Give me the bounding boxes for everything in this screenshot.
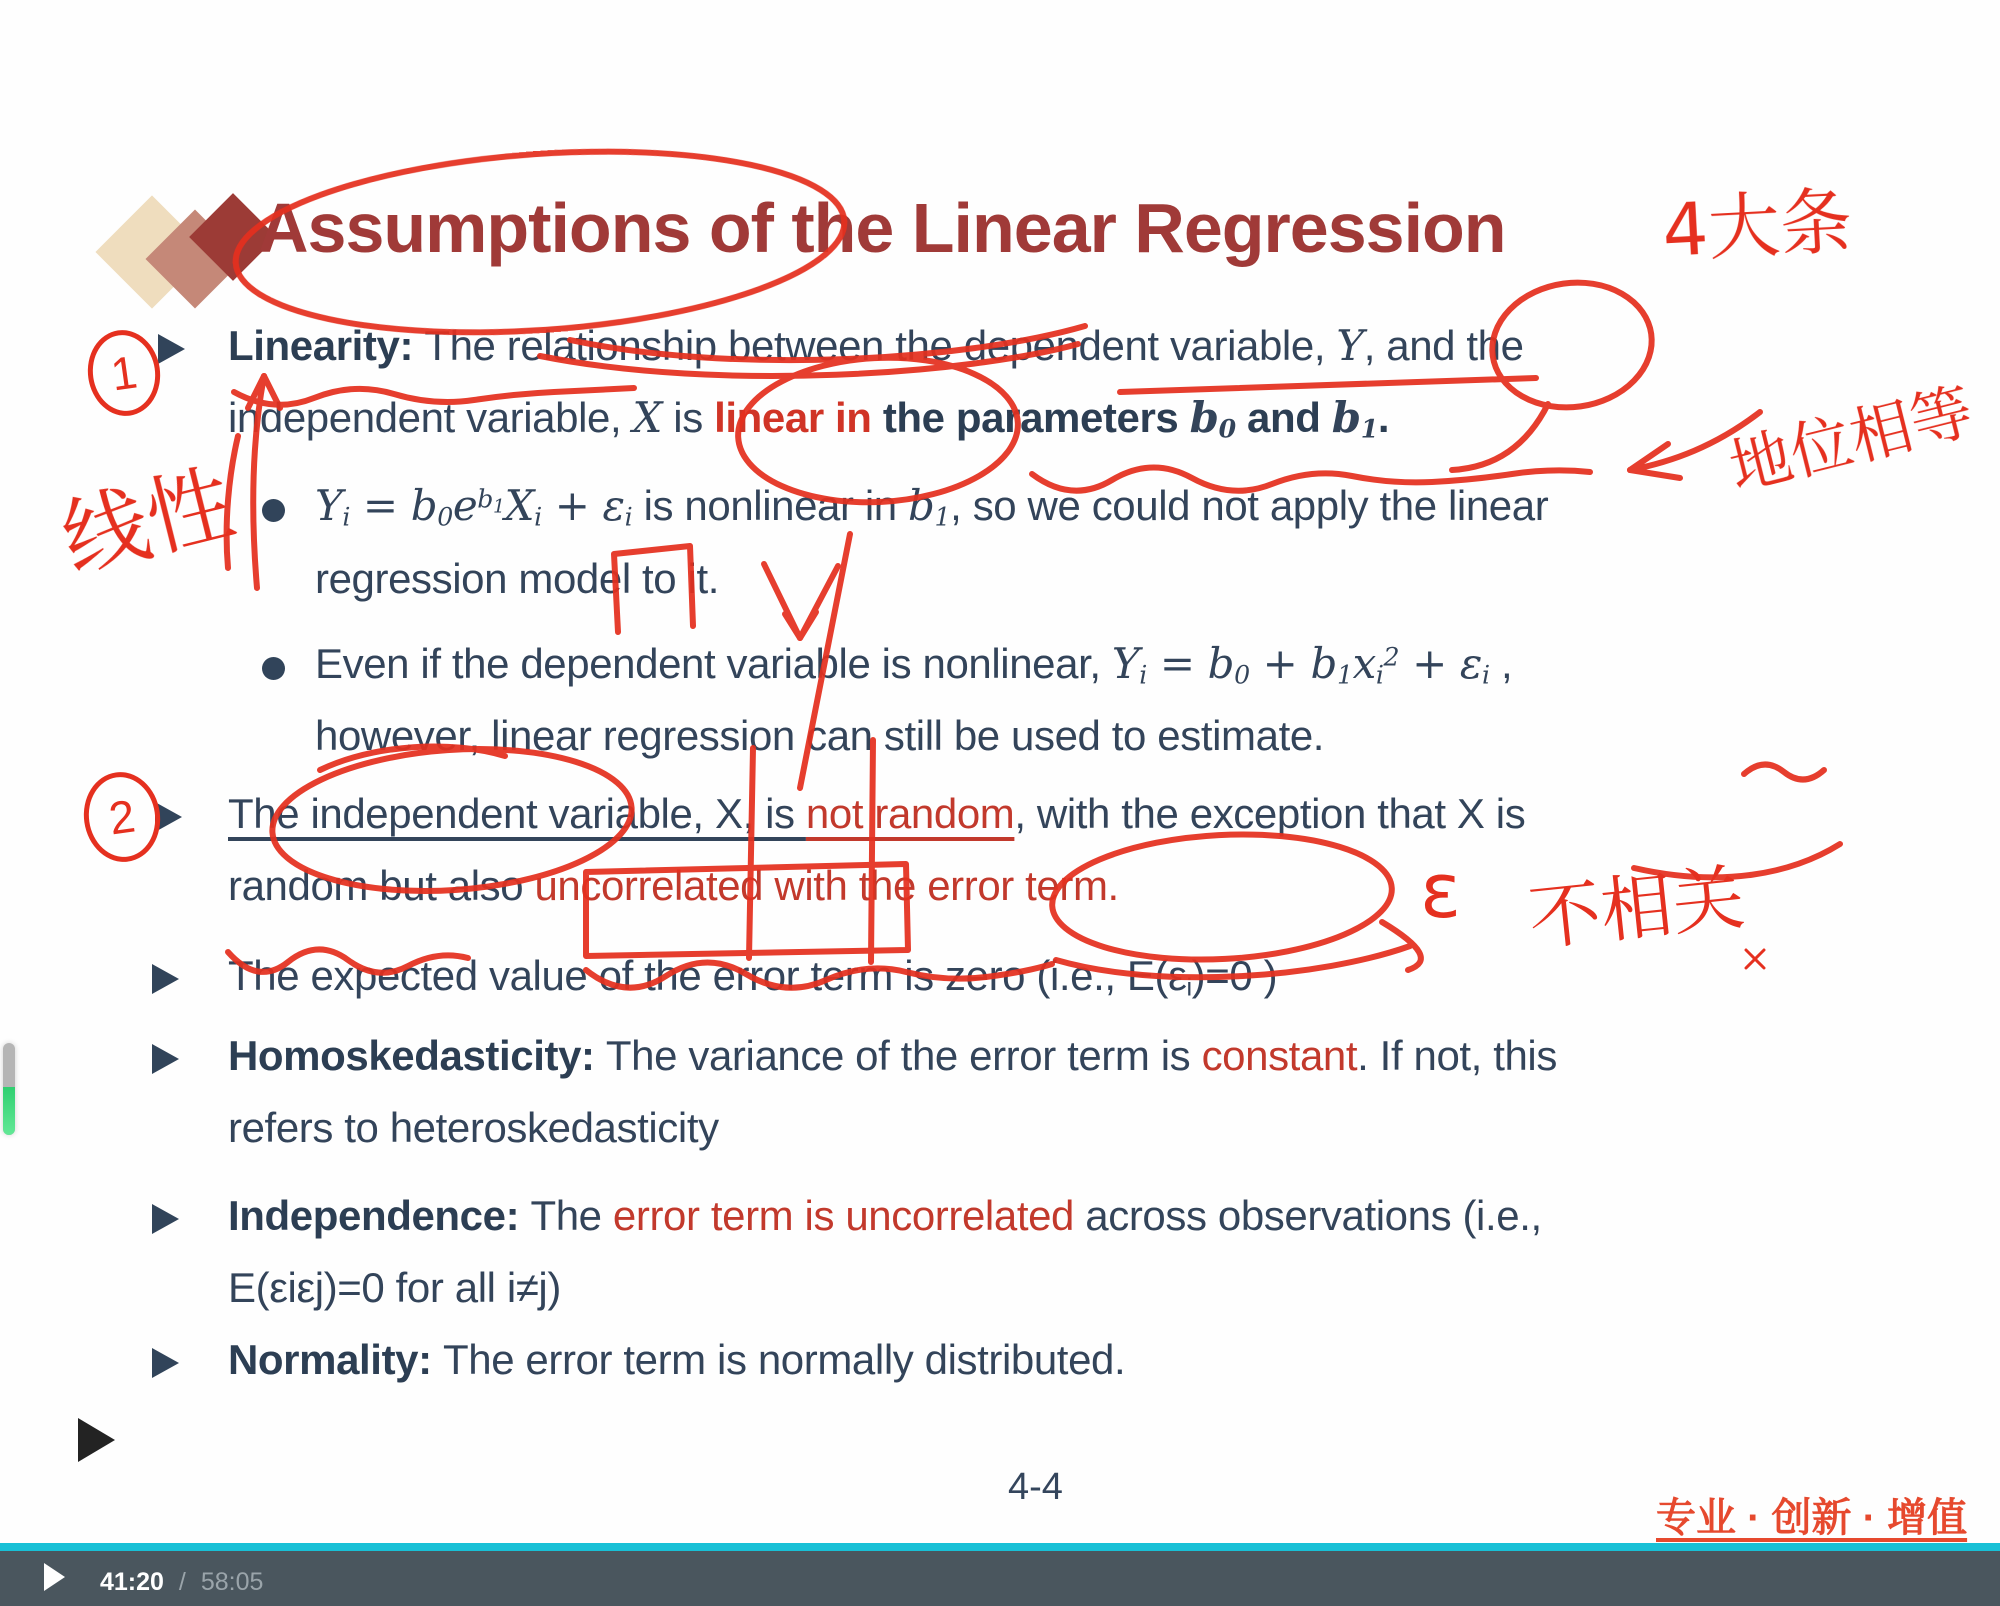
slide-play-triangle-icon xyxy=(78,1418,115,1462)
handwriting-four-items: 4大条 xyxy=(1660,179,1855,273)
time-display xyxy=(100,1568,263,1597)
independent-variable-line-1: The independent variable, X, is not random, with the exception that X is xyxy=(228,790,1526,837)
scroll-indicator[interactable] xyxy=(3,1043,15,1135)
handwritten-circled-number-2: 2 xyxy=(78,767,166,867)
handwriting-equal-status: 地位相等 xyxy=(1722,373,1981,505)
homoskedasticity-line-2: refers to heteroskedasticity xyxy=(228,1104,719,1151)
expected-value-line: The expected value of the error term is zero (i.e., $E(\varepsilon_i)=0$ ) xyxy=(228,952,1278,1002)
scroll-indicator-fill xyxy=(3,1087,15,1135)
arrow-bullet-icon xyxy=(152,1044,179,1074)
independence-line-1: Independence: The error term is uncorrelated across observations (i.e., xyxy=(228,1192,1542,1239)
time-separator: / xyxy=(178,1568,186,1596)
play-button-icon[interactable] xyxy=(44,1563,65,1591)
nonlinear-example-line-1: $Y_i = b_0e^b1X_i + \varepsilon_i$ is nonlinear in $b_1$, so we could not apply the linear xyxy=(315,481,1549,532)
even-if-line-1: Even if the dependent variable is nonlinear, $Y_i = b_0 + b_1x_i^2 + \varepsilon_i$ , xyxy=(315,639,1513,690)
brand-slogan: 专业 · 创新 · 增值 xyxy=(1656,1496,1968,1540)
slide-title: Assumptions of the Linear Regression xyxy=(258,189,1506,267)
dot-bullet-icon xyxy=(262,499,285,522)
arrow-bullet-icon xyxy=(158,334,185,364)
linearity-line-2: independent variable, X is linear in the parameters $b_0$ and $b_1$. xyxy=(228,393,1390,444)
video-player-bar[interactable] xyxy=(0,1543,2000,1606)
handwriting-linearity: 线性 xyxy=(52,452,244,592)
dot-bullet-icon xyxy=(262,657,285,680)
nonlinear-example-line-2: regression model to it. xyxy=(315,555,719,602)
linearity-line-1: Linearity: The relationship between the dependent variable, Y, and the xyxy=(228,321,1524,370)
arrow-bullet-icon xyxy=(152,1204,179,1234)
normality-line: Normality: The error term is normally distributed. xyxy=(228,1336,1126,1383)
handwriting-epsilon: ε xyxy=(1420,846,1462,935)
independent-variable-line-2: random but also uncorrelated with the error term. xyxy=(228,862,1119,909)
total-time: 58:05 xyxy=(200,1568,264,1596)
homoskedasticity-line-1: Homoskedasticity: The variance of the error term is constant. If not, this xyxy=(228,1032,1557,1079)
even-if-line-2: however, linear regression can still be used to estimate. xyxy=(315,712,1325,759)
handwriting-uncorrelated: 不相关 xyxy=(1524,854,1749,962)
arrow-bullet-icon xyxy=(152,1348,179,1378)
current-time: 41:20 xyxy=(100,1568,164,1596)
video-progress-bar[interactable] xyxy=(0,1543,2000,1551)
page-number: 4-4 xyxy=(1008,1466,1063,1508)
handwritten-circled-number-1: 1 xyxy=(82,325,165,420)
independence-line-2: E(εiεj)=0 for all i≠j) xyxy=(228,1264,561,1311)
arrow-bullet-icon xyxy=(152,964,179,994)
